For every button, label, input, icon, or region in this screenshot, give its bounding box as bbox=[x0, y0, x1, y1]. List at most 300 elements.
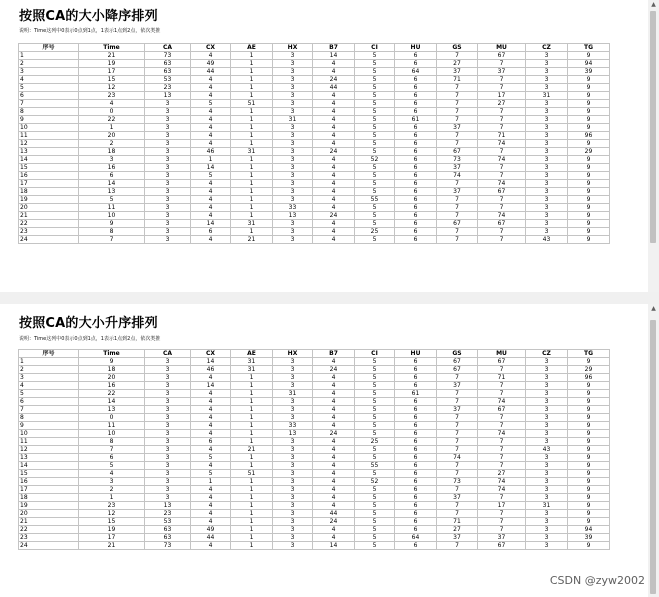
table-cell: 24 bbox=[313, 148, 355, 156]
table-cell: 1 bbox=[231, 462, 273, 470]
table-cell: 7 bbox=[437, 446, 478, 454]
table-cell: 4 bbox=[313, 406, 355, 414]
table-cell: 4 bbox=[313, 502, 355, 510]
table-cell: 3 bbox=[19, 374, 79, 382]
table-cell: 4 bbox=[191, 446, 231, 454]
scrollbar-top[interactable] bbox=[648, 0, 659, 292]
table-cell: 9 bbox=[568, 236, 610, 244]
table-cell: 6 bbox=[395, 148, 437, 156]
table-cell: 5 bbox=[355, 140, 395, 148]
table-cell: 3 bbox=[145, 462, 191, 470]
table-cell: 71 bbox=[437, 76, 478, 84]
table-cell: 7 bbox=[437, 52, 478, 60]
table-cell: 1 bbox=[231, 164, 273, 172]
table-cell: 3 bbox=[273, 366, 313, 374]
table-cell: 24 bbox=[313, 76, 355, 84]
table-cell: 31 bbox=[231, 358, 273, 366]
table-cell: 14 bbox=[19, 156, 79, 164]
table-cell: 5 bbox=[79, 196, 145, 204]
table-cell: 74 bbox=[478, 156, 526, 164]
table-cell: 3 bbox=[526, 84, 568, 92]
table-cell: 46 bbox=[191, 366, 231, 374]
watermark-text: CSDN @zyw2002 bbox=[549, 574, 645, 587]
table-cell: 13 bbox=[19, 148, 79, 156]
table-row bbox=[19, 542, 610, 550]
table-cell: 9 bbox=[568, 140, 610, 148]
table-cell: 20 bbox=[79, 132, 145, 140]
table-cell: 3 bbox=[273, 470, 313, 478]
table-cell: 3 bbox=[273, 236, 313, 244]
table-cell: 3 bbox=[145, 486, 191, 494]
table-cell: 37 bbox=[478, 534, 526, 542]
table-cell: 67 bbox=[437, 366, 478, 374]
table-cell: 74 bbox=[478, 430, 526, 438]
table-cell: 3 bbox=[526, 140, 568, 148]
table-cell: 3 bbox=[526, 212, 568, 220]
table-cell: 16 bbox=[19, 478, 79, 486]
table-cell: 7 bbox=[478, 366, 526, 374]
table-cell: 3 bbox=[526, 100, 568, 108]
table-cell: 4 bbox=[313, 108, 355, 116]
table-cell: 10 bbox=[79, 430, 145, 438]
table-cell: 74 bbox=[478, 478, 526, 486]
table-cell: 6 bbox=[191, 438, 231, 446]
table-cell: 6 bbox=[395, 542, 437, 550]
table-cell: 9 bbox=[568, 406, 610, 414]
table-cell: 3 bbox=[145, 140, 191, 148]
table-row bbox=[19, 156, 610, 164]
table-cell: 4 bbox=[191, 414, 231, 422]
table-cell: 6 bbox=[395, 196, 437, 204]
table-cell: 4 bbox=[313, 164, 355, 172]
table-cell: 22 bbox=[79, 390, 145, 398]
table-cell: 4 bbox=[313, 526, 355, 534]
table-cell: 4 bbox=[191, 116, 231, 124]
table-cell: 5 bbox=[355, 422, 395, 430]
table-cell: 3 bbox=[273, 124, 313, 132]
table-cell: 23 bbox=[145, 510, 191, 518]
table-cell: 29 bbox=[568, 366, 610, 374]
table-cell: 24 bbox=[313, 212, 355, 220]
table-cell: 4 bbox=[313, 132, 355, 140]
table-cell: 3 bbox=[145, 116, 191, 124]
table-cell: 4 bbox=[313, 494, 355, 502]
table-cell: 9 bbox=[568, 502, 610, 510]
table-cell: 3 bbox=[145, 438, 191, 446]
table-cell: 6 bbox=[395, 430, 437, 438]
table-cell: 9 bbox=[568, 204, 610, 212]
table-cell: 5 bbox=[355, 470, 395, 478]
table-cell: 18 bbox=[19, 494, 79, 502]
table-cell: 71 bbox=[478, 374, 526, 382]
table-cell: 3 bbox=[526, 124, 568, 132]
table-cell: 5 bbox=[355, 454, 395, 462]
column-header: B7 bbox=[313, 44, 355, 52]
table-cell: 7 bbox=[478, 124, 526, 132]
table-cell: 1 bbox=[231, 414, 273, 422]
table-cell: 52 bbox=[355, 478, 395, 486]
table-cell: 33 bbox=[273, 204, 313, 212]
table-cell: 9 bbox=[568, 228, 610, 236]
table-cell: 1 bbox=[191, 478, 231, 486]
table-cell: 51 bbox=[231, 100, 273, 108]
table-cell: 5 bbox=[355, 220, 395, 228]
table-cell: 3 bbox=[145, 236, 191, 244]
table-cell: 6 bbox=[19, 92, 79, 100]
table-cell: 5 bbox=[355, 108, 395, 116]
table-cell: 14 bbox=[191, 358, 231, 366]
table-cell: 4 bbox=[313, 454, 355, 462]
table-cell: 3 bbox=[273, 68, 313, 76]
table-cell: 96 bbox=[568, 132, 610, 140]
table-cell: 4 bbox=[313, 220, 355, 228]
table-row bbox=[19, 140, 610, 148]
table-cell: 7 bbox=[437, 430, 478, 438]
window-gap bbox=[0, 292, 659, 304]
table-cell: 8 bbox=[19, 108, 79, 116]
table-cell: 9 bbox=[568, 358, 610, 366]
table-cell: 21 bbox=[231, 446, 273, 454]
table-row bbox=[19, 196, 610, 204]
table-cell: 7 bbox=[437, 180, 478, 188]
table-row bbox=[19, 100, 610, 108]
table-cell: 3 bbox=[273, 60, 313, 68]
table-row bbox=[19, 534, 610, 542]
table-cell: 71 bbox=[478, 132, 526, 140]
table-cell: 9 bbox=[568, 438, 610, 446]
table-cell: 3 bbox=[145, 494, 191, 502]
table-cell: 5 bbox=[355, 132, 395, 140]
table-cell: 29 bbox=[568, 148, 610, 156]
table-cell: 6 bbox=[395, 212, 437, 220]
table-cell: 1 bbox=[231, 542, 273, 550]
table-cell: 4 bbox=[313, 100, 355, 108]
table-cell: 22 bbox=[19, 526, 79, 534]
table-cell: 4 bbox=[313, 446, 355, 454]
table-cell: 4 bbox=[191, 108, 231, 116]
scroll-up-icon[interactable]: ▲ bbox=[651, 305, 656, 312]
table-cell: 9 bbox=[568, 188, 610, 196]
table-cell: 12 bbox=[79, 84, 145, 92]
table-cell: 7 bbox=[437, 374, 478, 382]
table-cell: 3 bbox=[273, 164, 313, 172]
table-cell: 1 bbox=[19, 52, 79, 60]
table-cell: 4 bbox=[313, 188, 355, 196]
table-cell: 17 bbox=[478, 502, 526, 510]
table-cell: 7 bbox=[437, 438, 478, 446]
table-cell: 14 bbox=[191, 220, 231, 228]
table-cell: 1 bbox=[79, 494, 145, 502]
table-cell: 2 bbox=[79, 140, 145, 148]
table-cell: 3 bbox=[526, 414, 568, 422]
column-header: CA bbox=[145, 350, 191, 358]
table-cell: 6 bbox=[395, 414, 437, 422]
table-cell: 4 bbox=[79, 470, 145, 478]
table-cell: 1 bbox=[19, 358, 79, 366]
table-cell: 6 bbox=[79, 454, 145, 462]
table-cell: 3 bbox=[273, 108, 313, 116]
table-cell: 7 bbox=[478, 84, 526, 92]
table-cell: 5 bbox=[355, 430, 395, 438]
table-cell: 6 bbox=[395, 92, 437, 100]
table-cell: 53 bbox=[145, 518, 191, 526]
table-cell: 9 bbox=[568, 84, 610, 92]
table-cell: 67 bbox=[478, 220, 526, 228]
table-cell: 23 bbox=[19, 228, 79, 236]
table-cell: 3 bbox=[526, 220, 568, 228]
table-row bbox=[19, 212, 610, 220]
table-cell: 5 bbox=[191, 100, 231, 108]
table-cell: 3 bbox=[145, 212, 191, 220]
table-cell: 4 bbox=[191, 390, 231, 398]
table-cell: 16 bbox=[19, 172, 79, 180]
table-cell: 9 bbox=[568, 494, 610, 502]
table-cell: 13 bbox=[79, 188, 145, 196]
table-cell: 4 bbox=[313, 60, 355, 68]
table-row bbox=[19, 366, 610, 374]
table-cell: 67 bbox=[478, 52, 526, 60]
table-cell: 9 bbox=[568, 518, 610, 526]
table-cell: 74 bbox=[478, 140, 526, 148]
table-cell: 4 bbox=[313, 180, 355, 188]
table-cell: 12 bbox=[19, 140, 79, 148]
table-cell: 9 bbox=[568, 220, 610, 228]
table-cell: 7 bbox=[437, 100, 478, 108]
table-cell: 73 bbox=[145, 542, 191, 550]
column-header: CI bbox=[355, 350, 395, 358]
table-cell: 5 bbox=[19, 84, 79, 92]
table-cell: 14 bbox=[79, 180, 145, 188]
table-cell: 27 bbox=[478, 100, 526, 108]
table-cell: 6 bbox=[395, 220, 437, 228]
table-cell: 4 bbox=[191, 76, 231, 84]
table-cell: 3 bbox=[273, 462, 313, 470]
table-cell: 8 bbox=[79, 228, 145, 236]
table-cell: 7 bbox=[437, 116, 478, 124]
table-cell: 6 bbox=[395, 124, 437, 132]
table-cell: 3 bbox=[273, 76, 313, 84]
table-cell: 3 bbox=[145, 422, 191, 430]
table-cell: 25 bbox=[355, 438, 395, 446]
table-cell: 43 bbox=[526, 446, 568, 454]
table-cell: 7 bbox=[437, 486, 478, 494]
table-cell: 6 bbox=[395, 204, 437, 212]
table-cell: 4 bbox=[313, 358, 355, 366]
table-cell: 96 bbox=[568, 374, 610, 382]
table-row bbox=[19, 414, 610, 422]
table-cell: 55 bbox=[355, 196, 395, 204]
table-cell: 6 bbox=[395, 100, 437, 108]
table-cell: 4 bbox=[313, 478, 355, 486]
table-cell: 9 bbox=[568, 446, 610, 454]
table-cell: 12 bbox=[19, 446, 79, 454]
table-cell: 5 bbox=[191, 470, 231, 478]
table-cell: 6 bbox=[395, 446, 437, 454]
table-cell: 6 bbox=[79, 172, 145, 180]
table-cell: 1 bbox=[231, 422, 273, 430]
table-cell: 24 bbox=[313, 430, 355, 438]
scrollbar-thumb[interactable] bbox=[650, 11, 656, 243]
table-cell: 4 bbox=[191, 462, 231, 470]
table-cell: 11 bbox=[79, 422, 145, 430]
table-cell: 22 bbox=[79, 116, 145, 124]
table-cell: 53 bbox=[145, 76, 191, 84]
table-row bbox=[19, 180, 610, 188]
table-cell: 1 bbox=[231, 398, 273, 406]
table-cell: 6 bbox=[395, 366, 437, 374]
table-cell: 5 bbox=[355, 502, 395, 510]
column-header: Time bbox=[79, 44, 145, 52]
table-cell: 16 bbox=[79, 164, 145, 172]
table-row bbox=[19, 76, 610, 84]
table-cell: 5 bbox=[355, 358, 395, 366]
table-cell: 20 bbox=[19, 204, 79, 212]
table-cell: 5 bbox=[355, 148, 395, 156]
table-row bbox=[19, 470, 610, 478]
table-cell: 9 bbox=[568, 382, 610, 390]
table-cell: 6 bbox=[395, 228, 437, 236]
table-cell: 3 bbox=[145, 148, 191, 156]
table-cell: 73 bbox=[437, 156, 478, 164]
table-cell: 67 bbox=[478, 406, 526, 414]
table-cell: 3 bbox=[145, 478, 191, 486]
table-cell: 4 bbox=[191, 430, 231, 438]
table-cell: 6 bbox=[395, 486, 437, 494]
table-cell: 5 bbox=[355, 164, 395, 172]
table-cell: 9 bbox=[568, 390, 610, 398]
table-cell: 4 bbox=[313, 236, 355, 244]
table-cell: 3 bbox=[79, 156, 145, 164]
table-cell: 5 bbox=[355, 390, 395, 398]
table-cell: 3 bbox=[273, 140, 313, 148]
table-cell: 9 bbox=[568, 52, 610, 60]
table-cell: 1 bbox=[231, 116, 273, 124]
table-cell: 3 bbox=[145, 156, 191, 164]
table-cell: 5 bbox=[355, 212, 395, 220]
table-cell: 5 bbox=[355, 68, 395, 76]
table-row bbox=[19, 422, 610, 430]
table-cell: 4 bbox=[191, 188, 231, 196]
table-cell: 2 bbox=[19, 366, 79, 374]
table-cell: 1 bbox=[231, 510, 273, 518]
table-cell: 7 bbox=[478, 382, 526, 390]
table-cell: 6 bbox=[395, 398, 437, 406]
table-cell: 7 bbox=[478, 454, 526, 462]
table-cell: 4 bbox=[191, 180, 231, 188]
table-cell: 1 bbox=[231, 374, 273, 382]
table-cell: 7 bbox=[478, 172, 526, 180]
table-cell: 7 bbox=[437, 132, 478, 140]
table-cell: 3 bbox=[526, 76, 568, 84]
table-cell: 63 bbox=[145, 60, 191, 68]
table-row bbox=[19, 236, 610, 244]
table-cell: 1 bbox=[231, 188, 273, 196]
table-cell: 5 bbox=[355, 446, 395, 454]
table-cell: 10 bbox=[19, 124, 79, 132]
table-cell: 6 bbox=[395, 358, 437, 366]
data-table-ascending bbox=[18, 349, 610, 550]
section-descending bbox=[0, 0, 648, 292]
column-header: HX bbox=[273, 350, 313, 358]
table-cell: 23 bbox=[79, 502, 145, 510]
table-cell: 9 bbox=[568, 156, 610, 164]
table-cell: 4 bbox=[191, 398, 231, 406]
table-cell: 3 bbox=[19, 68, 79, 76]
table-cell: 3 bbox=[526, 510, 568, 518]
table-cell: 5 bbox=[355, 60, 395, 68]
table-cell: 3 bbox=[273, 398, 313, 406]
table-cell: 5 bbox=[191, 454, 231, 462]
table-cell: 6 bbox=[191, 228, 231, 236]
column-header: TG bbox=[568, 44, 610, 52]
table-cell: 3 bbox=[273, 494, 313, 502]
table-cell: 3 bbox=[273, 446, 313, 454]
table-cell: 37 bbox=[437, 494, 478, 502]
table-cell: 9 bbox=[568, 510, 610, 518]
table-cell: 20 bbox=[79, 374, 145, 382]
table-row bbox=[19, 446, 610, 454]
table-cell: 63 bbox=[145, 526, 191, 534]
table-cell: 3 bbox=[526, 164, 568, 172]
table-cell: 7 bbox=[478, 390, 526, 398]
table-cell: 7 bbox=[437, 502, 478, 510]
table-cell: 1 bbox=[231, 534, 273, 542]
table-cell: 4 bbox=[191, 502, 231, 510]
table-cell: 27 bbox=[478, 470, 526, 478]
scrollbar-thumb[interactable] bbox=[650, 320, 656, 594]
table-cell: 3 bbox=[145, 220, 191, 228]
column-header: GS bbox=[437, 350, 478, 358]
table-cell: 27 bbox=[437, 60, 478, 68]
table-cell: 3 bbox=[526, 454, 568, 462]
table-cell: 3 bbox=[526, 204, 568, 212]
table-cell: 4 bbox=[313, 390, 355, 398]
table-cell: 4 bbox=[191, 236, 231, 244]
table-cell: 46 bbox=[191, 148, 231, 156]
table-cell: 7 bbox=[478, 462, 526, 470]
table-cell: 61 bbox=[395, 116, 437, 124]
table-cell: 21 bbox=[79, 52, 145, 60]
table-cell: 6 bbox=[395, 462, 437, 470]
table-cell: 3 bbox=[526, 156, 568, 164]
table-cell: 4 bbox=[191, 124, 231, 132]
table-cell: 9 bbox=[568, 196, 610, 204]
table-cell: 67 bbox=[437, 358, 478, 366]
table-row bbox=[19, 60, 610, 68]
table-cell: 3 bbox=[145, 124, 191, 132]
table-cell: 9 bbox=[568, 164, 610, 172]
table-cell: 73 bbox=[437, 478, 478, 486]
table-cell: 21 bbox=[79, 542, 145, 550]
scrollbar-bottom[interactable] bbox=[648, 304, 659, 597]
table-cell: 3 bbox=[526, 494, 568, 502]
table-cell: 5 bbox=[355, 204, 395, 212]
table-cell: 7 bbox=[437, 196, 478, 204]
table-cell: 21 bbox=[19, 212, 79, 220]
table-cell: 4 bbox=[313, 374, 355, 382]
table-cell: 22 bbox=[19, 220, 79, 228]
table-cell: 3 bbox=[273, 414, 313, 422]
table-cell: 6 bbox=[19, 398, 79, 406]
table-cell: 14 bbox=[191, 382, 231, 390]
table-cell: 8 bbox=[79, 438, 145, 446]
column-header: CA bbox=[145, 44, 191, 52]
scroll-up-icon[interactable]: ▲ bbox=[651, 1, 656, 8]
table-cell: 7 bbox=[437, 414, 478, 422]
table-cell: 1 bbox=[231, 156, 273, 164]
table-cell: 3 bbox=[145, 414, 191, 422]
table-cell: 3 bbox=[273, 358, 313, 366]
